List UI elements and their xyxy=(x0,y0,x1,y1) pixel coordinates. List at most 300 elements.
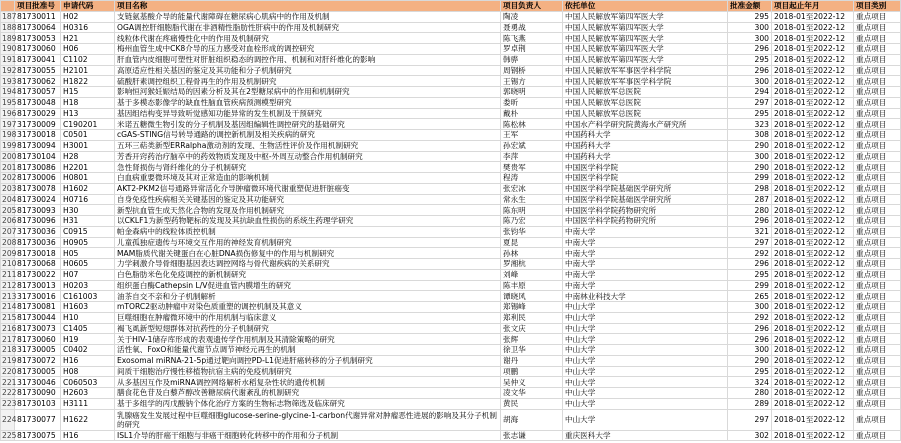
table-row[interactable] xyxy=(1,216,901,227)
app-code-cell[interactable]: H13 xyxy=(61,108,115,119)
type-cell[interactable]: 重点项目 xyxy=(854,269,901,280)
fund-no-cell[interactable]: 81730072 xyxy=(15,355,61,366)
title-cell[interactable]: 急性肾损伤与肾纤维化的分子机制研究 xyxy=(115,162,501,173)
fund-no-cell[interactable]: 81730064 xyxy=(15,22,61,33)
period-cell[interactable]: 2018-01至2022-12 xyxy=(772,216,854,227)
column-header-period[interactable]: 项目起止年月 xyxy=(772,1,854,12)
app-code-cell[interactable]: H18 xyxy=(61,97,115,108)
org-cell[interactable]: 重庆医科大学 xyxy=(563,430,728,441)
period-cell[interactable]: 2018-01至2022-12 xyxy=(772,183,854,194)
org-cell[interactable]: 中国人民解放军第四军医大学 xyxy=(563,54,728,65)
leader-cell[interactable]: 李萍 xyxy=(501,151,563,162)
app-code-cell[interactable]: C0915 xyxy=(61,226,115,237)
fund-no-cell[interactable]: 81730068 xyxy=(15,259,61,270)
fund-no-cell[interactable]: 81730075 xyxy=(15,430,61,441)
fund-no-cell[interactable]: 81730036 xyxy=(15,237,61,248)
fund-no-cell[interactable]: 81730018 xyxy=(15,248,61,259)
fund-no-cell[interactable]: 81730029 xyxy=(15,108,61,119)
org-cell[interactable]: 中国药科大学 xyxy=(563,151,728,162)
org-cell[interactable]: 中山大学 xyxy=(563,366,728,377)
org-cell[interactable]: 中山大学 xyxy=(563,312,728,323)
period-cell[interactable]: 2018-01至2022-12 xyxy=(772,237,854,248)
amount-cell[interactable]: 265 xyxy=(728,291,772,302)
amount-cell[interactable]: 295 xyxy=(728,269,772,280)
title-cell[interactable]: cGAS-STING信号转导通路的调控新机制及相关疾病的研究 xyxy=(115,130,501,141)
amount-cell[interactable]: 295 xyxy=(728,54,772,65)
amount-cell[interactable]: 280 xyxy=(728,205,772,216)
table-row[interactable] xyxy=(1,130,901,141)
period-cell[interactable]: 2018-01至2022-12 xyxy=(772,323,854,334)
row-number[interactable]: 211 xyxy=(2,270,17,280)
fund-no-cell[interactable]: 81730060 xyxy=(15,334,61,345)
period-cell[interactable]: 2018-01至2022-12 xyxy=(772,334,854,345)
title-cell[interactable]: 儿童孤独症遗传与环境交互作用的神经发育机制研究 xyxy=(115,237,501,248)
org-cell[interactable]: 中山大学 xyxy=(563,409,728,430)
table-row[interactable] xyxy=(1,33,901,44)
row-number[interactable]: 205 xyxy=(2,205,17,215)
type-cell[interactable]: 重点项目 xyxy=(854,259,901,270)
fund-no-cell[interactable]: 31730018 xyxy=(15,130,61,141)
amount-cell[interactable]: 302 xyxy=(728,430,772,441)
amount-cell[interactable]: 297 xyxy=(728,237,772,248)
app-code-cell[interactable]: H21 xyxy=(61,33,115,44)
fund-no-cell[interactable]: 81730011 xyxy=(15,11,61,22)
type-cell[interactable]: 重点项目 xyxy=(854,355,901,366)
row-number[interactable]: 203 xyxy=(2,184,17,194)
amount-cell[interactable]: 292 xyxy=(728,248,772,259)
type-cell[interactable]: 重点项目 xyxy=(854,302,901,313)
title-cell[interactable]: 白血病重要微环境及其对正常造血的影响机制 xyxy=(115,173,501,184)
title-cell[interactable]: 关于HIV-1储存库形成的表观遗传学作用机制及其清除策略的研究 xyxy=(115,334,501,345)
type-cell[interactable]: 重点项目 xyxy=(854,22,901,33)
type-cell[interactable]: 重点项目 xyxy=(854,226,901,237)
period-cell[interactable]: 2018-01至2022-12 xyxy=(772,312,854,323)
table-row[interactable] xyxy=(1,108,901,119)
amount-cell[interactable]: 295 xyxy=(728,108,772,119)
fund-no-cell[interactable]: 81730086 xyxy=(15,162,61,173)
amount-cell[interactable]: 294 xyxy=(728,87,772,98)
title-cell[interactable]: 油茶自交不亲和分子机制解析 xyxy=(115,291,501,302)
title-cell[interactable]: Exosomal miRNA-21-5p通过靶向调控PD-L1促进肝癌转移的分子机制研究 xyxy=(115,355,501,366)
title-cell[interactable]: 以CKLF1为新型药物靶标的发现及其抗缺血性损伤的系统生药理学研究 xyxy=(115,216,501,227)
app-code-cell[interactable]: H19 xyxy=(61,334,115,345)
row-number[interactable]: 188 xyxy=(2,22,17,32)
table-row[interactable] xyxy=(1,54,901,65)
table-row[interactable] xyxy=(1,291,901,302)
table-row[interactable] xyxy=(1,76,901,87)
table-row[interactable] xyxy=(1,65,901,76)
row-number[interactable]: 214 xyxy=(2,302,17,312)
period-cell[interactable]: 2018-01至2022-12 xyxy=(772,65,854,76)
fund-no-cell[interactable]: 81730093 xyxy=(15,205,61,216)
amount-cell[interactable]: 290 xyxy=(728,355,772,366)
org-cell[interactable]: 中国医学科学院 xyxy=(563,173,728,184)
amount-cell[interactable]: 295 xyxy=(728,366,772,377)
type-cell[interactable]: 重点项目 xyxy=(854,345,901,356)
column-header-fund-no[interactable]: 项目批准号 xyxy=(15,1,61,12)
title-cell[interactable]: 米诺五糖微生物引发的分子机制及基因组编辑性调控研究的基础研究 xyxy=(115,119,501,130)
table-row[interactable] xyxy=(1,323,901,334)
row-number[interactable]: 216 xyxy=(2,323,17,333)
table-row[interactable] xyxy=(1,119,901,130)
leader-cell[interactable]: 陈乃宏 xyxy=(501,216,563,227)
row-number[interactable]: 212 xyxy=(2,280,17,290)
app-code-cell[interactable]: H2101 xyxy=(61,65,115,76)
period-cell[interactable]: 2018-01至2022-12 xyxy=(772,11,854,22)
leader-cell[interactable]: 郭晓明 xyxy=(501,87,563,98)
title-cell[interactable]: 基因组结构变异导致听觉感知功能异常的发生机制及干预研究 xyxy=(115,108,501,119)
title-cell[interactable]: 基于多组学的丙戊酸钠个体化治疗方案的生物标志物筛选及临床研究 xyxy=(115,398,501,409)
period-cell[interactable]: 2018-01至2022-12 xyxy=(772,33,854,44)
amount-cell[interactable]: 321 xyxy=(728,226,772,237)
leader-cell[interactable]: 孙宏斌 xyxy=(501,140,563,151)
type-cell[interactable]: 重点项目 xyxy=(854,44,901,55)
org-cell[interactable]: 中山大学 xyxy=(563,388,728,399)
app-code-cell[interactable]: H1622 xyxy=(61,409,115,430)
app-code-cell[interactable]: H07 xyxy=(61,269,115,280)
table-row[interactable] xyxy=(1,366,901,377)
type-cell[interactable]: 重点项目 xyxy=(854,151,901,162)
org-cell[interactable]: 中国水产科学研究院黄海水产研究所 xyxy=(563,119,728,130)
amount-cell[interactable]: 296 xyxy=(728,65,772,76)
amount-cell[interactable]: 300 xyxy=(728,76,772,87)
app-code-cell[interactable]: H1603 xyxy=(61,302,115,313)
period-cell[interactable]: 2018-01至2022-12 xyxy=(772,76,854,87)
org-cell[interactable]: 中南林业科技大学 xyxy=(563,291,728,302)
title-cell[interactable]: OGA调控肝细胞脂代谢在非酒精性脂肪性肝病中的作用及机制研究 xyxy=(115,22,501,33)
table-row[interactable] xyxy=(1,11,901,22)
column-header-amount[interactable]: 批准金额 xyxy=(728,1,772,12)
leader-cell[interactable]: 张钧华 xyxy=(501,226,563,237)
amount-cell[interactable]: 299 xyxy=(728,173,772,184)
leader-cell[interactable]: 陈东明 xyxy=(501,205,563,216)
org-cell[interactable]: 中国医学科学院基础医学研究所 xyxy=(563,183,728,194)
fund-no-cell[interactable]: 81730041 xyxy=(15,54,61,65)
table-row[interactable] xyxy=(1,269,901,280)
row-number[interactable]: 201 xyxy=(2,162,17,172)
org-cell[interactable]: 中山大学 xyxy=(563,334,728,345)
type-cell[interactable]: 重点项目 xyxy=(854,366,901,377)
title-cell[interactable]: 组织蛋白酶Cathepsin L/V促进血管内膜增生的研究 xyxy=(115,280,501,291)
type-cell[interactable]: 重点项目 xyxy=(854,130,901,141)
fund-no-cell[interactable]: 81730104 xyxy=(15,151,61,162)
period-cell[interactable]: 2018-01至2022-12 xyxy=(772,87,854,98)
leader-cell[interactable]: 张宏冰 xyxy=(501,183,563,194)
type-cell[interactable]: 重点项目 xyxy=(854,388,901,399)
org-cell[interactable]: 中国人民解放军军事医学科学院 xyxy=(563,65,728,76)
leader-cell[interactable]: 胡海 xyxy=(501,409,563,430)
amount-cell[interactable]: 290 xyxy=(728,162,772,173)
fund-no-cell[interactable]: 81730005 xyxy=(15,366,61,377)
type-cell[interactable]: 重点项目 xyxy=(854,216,901,227)
app-code-cell[interactable]: H2603 xyxy=(61,388,115,399)
row-number[interactable]: 223 xyxy=(2,399,17,409)
table-row[interactable] xyxy=(1,398,901,409)
type-cell[interactable]: 重点项目 xyxy=(854,87,901,98)
table-row[interactable] xyxy=(1,409,901,430)
type-cell[interactable]: 重点项目 xyxy=(854,119,901,130)
amount-cell[interactable]: 295 xyxy=(728,11,772,22)
app-code-cell[interactable]: H0203 xyxy=(61,280,115,291)
app-code-cell[interactable]: H2201 xyxy=(61,162,115,173)
table-row[interactable] xyxy=(1,248,901,259)
type-cell[interactable]: 重点项目 xyxy=(854,205,901,216)
period-cell[interactable]: 2018-01至2022-12 xyxy=(772,345,854,356)
fund-no-cell[interactable]: 31730046 xyxy=(15,377,61,388)
type-cell[interactable]: 重点项目 xyxy=(854,76,901,87)
org-cell[interactable]: 中山大学 xyxy=(563,377,728,388)
type-cell[interactable]: 重点项目 xyxy=(854,108,901,119)
row-number[interactable]: 218 xyxy=(2,345,17,355)
app-code-cell[interactable]: H0605 xyxy=(61,259,115,270)
amount-cell[interactable]: 298 xyxy=(728,183,772,194)
period-cell[interactable]: 2018-01至2022-12 xyxy=(772,54,854,65)
amount-cell[interactable]: 300 xyxy=(728,33,772,44)
org-cell[interactable]: 中南大学 xyxy=(563,237,728,248)
fund-no-cell[interactable]: 81730024 xyxy=(15,194,61,205)
table-row[interactable] xyxy=(1,97,901,108)
org-cell[interactable]: 中山大学 xyxy=(563,355,728,366)
fund-no-cell[interactable]: 81730044 xyxy=(15,312,61,323)
org-cell[interactable]: 中国药科大学 xyxy=(563,140,728,151)
amount-cell[interactable]: 324 xyxy=(728,377,772,388)
row-number[interactable]: 208 xyxy=(2,237,17,247)
app-code-cell[interactable]: H06 xyxy=(61,44,115,55)
table-row[interactable] xyxy=(1,355,901,366)
period-cell[interactable]: 2018-01至2022-12 xyxy=(772,430,854,441)
leader-cell[interactable]: 谢丹 xyxy=(501,355,563,366)
period-cell[interactable]: 2018-01至2022-12 xyxy=(772,366,854,377)
period-cell[interactable]: 2018-01至2022-12 xyxy=(772,291,854,302)
table-row[interactable] xyxy=(1,205,901,216)
period-cell[interactable]: 2018-01至2022-12 xyxy=(772,355,854,366)
type-cell[interactable]: 重点项目 xyxy=(854,194,901,205)
app-code-cell[interactable]: C1405 xyxy=(61,323,115,334)
fund-no-cell[interactable]: 31730016 xyxy=(15,291,61,302)
table-row[interactable] xyxy=(1,237,901,248)
app-code-cell[interactable]: H0316 xyxy=(61,22,115,33)
period-cell[interactable]: 2018-01至2022-12 xyxy=(772,226,854,237)
leader-cell[interactable]: 陶凌 xyxy=(501,11,563,22)
row-number[interactable]: 195 xyxy=(2,98,17,108)
row-number[interactable]: 189 xyxy=(2,33,17,43)
period-cell[interactable]: 2018-01至2022-12 xyxy=(772,377,854,388)
row-number[interactable]: 200 xyxy=(2,151,17,161)
app-code-cell[interactable]: H31 xyxy=(61,216,115,227)
org-cell[interactable]: 中国人民解放军总医院 xyxy=(563,87,728,98)
row-number[interactable]: 207 xyxy=(2,227,17,237)
org-cell[interactable]: 中南大学 xyxy=(563,269,728,280)
org-cell[interactable]: 中山大学 xyxy=(563,302,728,313)
amount-cell[interactable]: 299 xyxy=(728,280,772,291)
title-cell[interactable]: 力学刺激介导骨细胞基因表达调控网络与骨代谢疾病的关系研究 xyxy=(115,259,501,270)
leader-cell[interactable]: 韩骅 xyxy=(501,54,563,65)
column-header-leader[interactable]: 项目负责人 xyxy=(501,1,563,12)
fund-no-cell[interactable]: 81730094 xyxy=(15,140,61,151)
app-code-cell[interactable]: H1822 xyxy=(61,76,115,87)
leader-cell[interactable]: 周钢桥 xyxy=(501,65,563,76)
org-cell[interactable]: 中国医学科学院药物研究所 xyxy=(563,216,728,227)
org-cell[interactable]: 中南大学 xyxy=(563,259,728,270)
fund-no-cell[interactable]: 81730006 xyxy=(15,173,61,184)
leader-cell[interactable]: 张志谦 xyxy=(501,430,563,441)
row-number[interactable]: 221 xyxy=(2,377,17,387)
type-cell[interactable]: 重点项目 xyxy=(854,140,901,151)
period-cell[interactable]: 2018-01至2022-12 xyxy=(772,248,854,259)
title-cell[interactable]: 高原适应性相关基因的鉴定及其功能和分子机制研究 xyxy=(115,65,501,76)
row-number-header[interactable] xyxy=(1,1,15,12)
app-code-cell[interactable]: H15 xyxy=(61,87,115,98)
period-cell[interactable]: 2018-01至2022-12 xyxy=(772,398,854,409)
period-cell[interactable]: 2018-01至2022-12 xyxy=(772,108,854,119)
leader-cell[interactable]: 项鹏 xyxy=(501,366,563,377)
app-code-cell[interactable]: H0905 xyxy=(61,237,115,248)
row-number[interactable]: 194 xyxy=(2,87,17,97)
table-row[interactable] xyxy=(1,388,901,399)
fund-no-cell[interactable]: 31730036 xyxy=(15,226,61,237)
title-cell[interactable]: 新型抗血管生成天然化合物的发现及作用机制研究 xyxy=(115,205,501,216)
row-number[interactable]: 193 xyxy=(2,76,17,86)
period-cell[interactable]: 2018-01至2022-12 xyxy=(772,130,854,141)
column-header-type[interactable]: 项目类别 xyxy=(854,1,901,12)
app-code-cell[interactable]: H16 xyxy=(61,355,115,366)
org-cell[interactable]: 中国人民解放军总医院 xyxy=(563,108,728,119)
org-cell[interactable]: 中国药科大学 xyxy=(563,130,728,141)
app-code-cell[interactable]: H02 xyxy=(61,11,115,22)
fund-no-cell[interactable]: 81730077 xyxy=(15,409,61,430)
org-cell[interactable]: 中国人民解放军总医院 xyxy=(563,97,728,108)
fund-no-cell[interactable]: 81730096 xyxy=(15,216,61,227)
app-code-cell[interactable]: C0501 xyxy=(61,130,115,141)
type-cell[interactable]: 重点项目 xyxy=(854,173,901,184)
title-cell[interactable]: 白色脂肪米色化免疫调控的新机制研究 xyxy=(115,269,501,280)
amount-cell[interactable]: 308 xyxy=(728,130,772,141)
org-cell[interactable]: 中国人民解放军第四军医大学 xyxy=(563,22,728,33)
leader-cell[interactable]: 刘峰 xyxy=(501,269,563,280)
type-cell[interactable]: 重点项目 xyxy=(854,334,901,345)
amount-cell[interactable]: 300 xyxy=(728,345,772,356)
amount-cell[interactable]: 297 xyxy=(728,409,772,430)
row-number[interactable]: 225 xyxy=(2,430,17,440)
leader-cell[interactable]: 黄民 xyxy=(501,398,563,409)
row-number[interactable]: 209 xyxy=(2,248,17,258)
title-cell[interactable]: 线粒体代谢在疼痛慢性化中的作用及机制研究 xyxy=(115,33,501,44)
type-cell[interactable]: 重点项目 xyxy=(854,248,901,259)
app-code-cell[interactable]: C190201 xyxy=(61,119,115,130)
org-cell[interactable]: 中国人民解放军军事医学科学院 xyxy=(563,76,728,87)
table-row[interactable] xyxy=(1,194,901,205)
leader-cell[interactable]: 聂勇战 xyxy=(501,22,563,33)
leader-cell[interactable]: 王军 xyxy=(501,130,563,141)
title-cell[interactable]: 五环三萜类新型ERRalpha激动剂的发现、生物活性评价及作用机制研究 xyxy=(115,140,501,151)
leader-cell[interactable]: 戴朴 xyxy=(501,108,563,119)
period-cell[interactable]: 2018-01至2022-12 xyxy=(772,97,854,108)
row-number[interactable]: 215 xyxy=(2,313,17,323)
type-cell[interactable]: 重点项目 xyxy=(854,237,901,248)
leader-cell[interactable]: 程涛 xyxy=(501,173,563,184)
type-cell[interactable]: 重点项目 xyxy=(854,183,901,194)
leader-cell[interactable]: 谭晓风 xyxy=(501,291,563,302)
type-cell[interactable]: 重点项目 xyxy=(854,162,901,173)
type-cell[interactable]: 重点项目 xyxy=(854,54,901,65)
title-cell[interactable]: 影响恒河猴妊娠结局的因素分析及其在2型糖尿病中的作用和机制研究 xyxy=(115,87,501,98)
fund-no-cell[interactable]: 81730053 xyxy=(15,33,61,44)
row-number[interactable]: 190 xyxy=(2,44,17,54)
org-cell[interactable]: 中山大学 xyxy=(563,345,728,356)
period-cell[interactable]: 2018-01至2022-12 xyxy=(772,205,854,216)
app-code-cell[interactable]: H10 xyxy=(61,312,115,323)
table-row[interactable] xyxy=(1,430,901,441)
type-cell[interactable]: 重点项目 xyxy=(854,377,901,388)
title-cell[interactable]: 褐飞虱新型短翅群体对抗药性的分子机制研究 xyxy=(115,323,501,334)
leader-cell[interactable]: 罗卓荆 xyxy=(501,44,563,55)
row-number[interactable]: 199 xyxy=(2,141,17,151)
table-row[interactable] xyxy=(1,334,901,345)
period-cell[interactable]: 2018-01至2022-12 xyxy=(772,162,854,173)
org-cell[interactable]: 中山大学 xyxy=(563,323,728,334)
type-cell[interactable]: 重点项目 xyxy=(854,65,901,76)
leader-cell[interactable]: 王锡方 xyxy=(501,76,563,87)
period-cell[interactable]: 2018-01至2022-12 xyxy=(772,173,854,184)
org-cell[interactable]: 中南大学 xyxy=(563,280,728,291)
org-cell[interactable]: 中国医学科学院基础医学研究所 xyxy=(563,194,728,205)
title-cell[interactable]: 巨噬细胞在肿瘤微环境中的作用机制与临床意义 xyxy=(115,312,501,323)
table-row[interactable] xyxy=(1,259,901,270)
title-cell[interactable]: 间质干细胞治疗慢性移植物抗宿主病的免疫机制研究 xyxy=(115,366,501,377)
period-cell[interactable]: 2018-01至2022-12 xyxy=(772,388,854,399)
leader-cell[interactable]: 常永生 xyxy=(501,194,563,205)
app-code-cell[interactable]: C0402 xyxy=(61,345,115,356)
title-cell[interactable]: 活性氧、FoxO和能量代谢节点调节神经元再生的机制 xyxy=(115,345,501,356)
table-row[interactable] xyxy=(1,183,901,194)
period-cell[interactable]: 2018-01至2022-12 xyxy=(772,259,854,270)
fund-no-cell[interactable]: 81730081 xyxy=(15,302,61,313)
table-row[interactable] xyxy=(1,22,901,33)
leader-cell[interactable]: 徐卫华 xyxy=(501,345,563,356)
table-row[interactable] xyxy=(1,173,901,184)
app-code-cell[interactable]: C161003 xyxy=(61,291,115,302)
amount-cell[interactable]: 323 xyxy=(728,119,772,130)
title-cell[interactable]: MAM脂质代谢关键蛋白在心脏DNA损伤修复中的作用与机制研究 xyxy=(115,248,501,259)
amount-cell[interactable]: 296 xyxy=(728,216,772,227)
leader-cell[interactable]: 张文庆 xyxy=(501,323,563,334)
fund-no-cell[interactable]: 81730055 xyxy=(15,65,61,76)
table-row[interactable] xyxy=(1,226,901,237)
period-cell[interactable]: 2018-01至2022-12 xyxy=(772,151,854,162)
type-cell[interactable]: 重点项目 xyxy=(854,11,901,22)
leader-cell[interactable]: 孙林 xyxy=(501,248,563,259)
type-cell[interactable]: 重点项目 xyxy=(854,312,901,323)
period-cell[interactable]: 2018-01至2022-12 xyxy=(772,409,854,430)
leader-cell[interactable]: 樊贵军 xyxy=(501,162,563,173)
org-cell[interactable]: 中国医学科学院 xyxy=(563,162,728,173)
title-cell[interactable]: 膳食花色苷及白藜芦醇改善糖尿病代谢紊乱的机制研究 xyxy=(115,388,501,399)
amount-cell[interactable]: 300 xyxy=(728,22,772,33)
app-code-cell[interactable]: H28 xyxy=(61,151,115,162)
row-number[interactable]: 213 xyxy=(2,291,17,301)
fund-no-cell[interactable]: 81730060 xyxy=(15,44,61,55)
row-number[interactable]: 224 xyxy=(1,409,15,430)
app-code-cell[interactable]: H3111 xyxy=(61,398,115,409)
leader-cell[interactable]: 陈飞燕 xyxy=(501,33,563,44)
fund-no-cell[interactable]: 81730078 xyxy=(15,183,61,194)
fund-no-cell[interactable]: 81730022 xyxy=(15,269,61,280)
amount-cell[interactable]: 289 xyxy=(728,398,772,409)
amount-cell[interactable]: 296 xyxy=(728,259,772,270)
leader-cell[interactable]: 张辉 xyxy=(501,334,563,345)
amount-cell[interactable]: 296 xyxy=(728,323,772,334)
title-cell[interactable]: 芳香开窍药治疗脑卒中的药效物质发现及中枢-外周互动整合作用机制研究 xyxy=(115,151,501,162)
